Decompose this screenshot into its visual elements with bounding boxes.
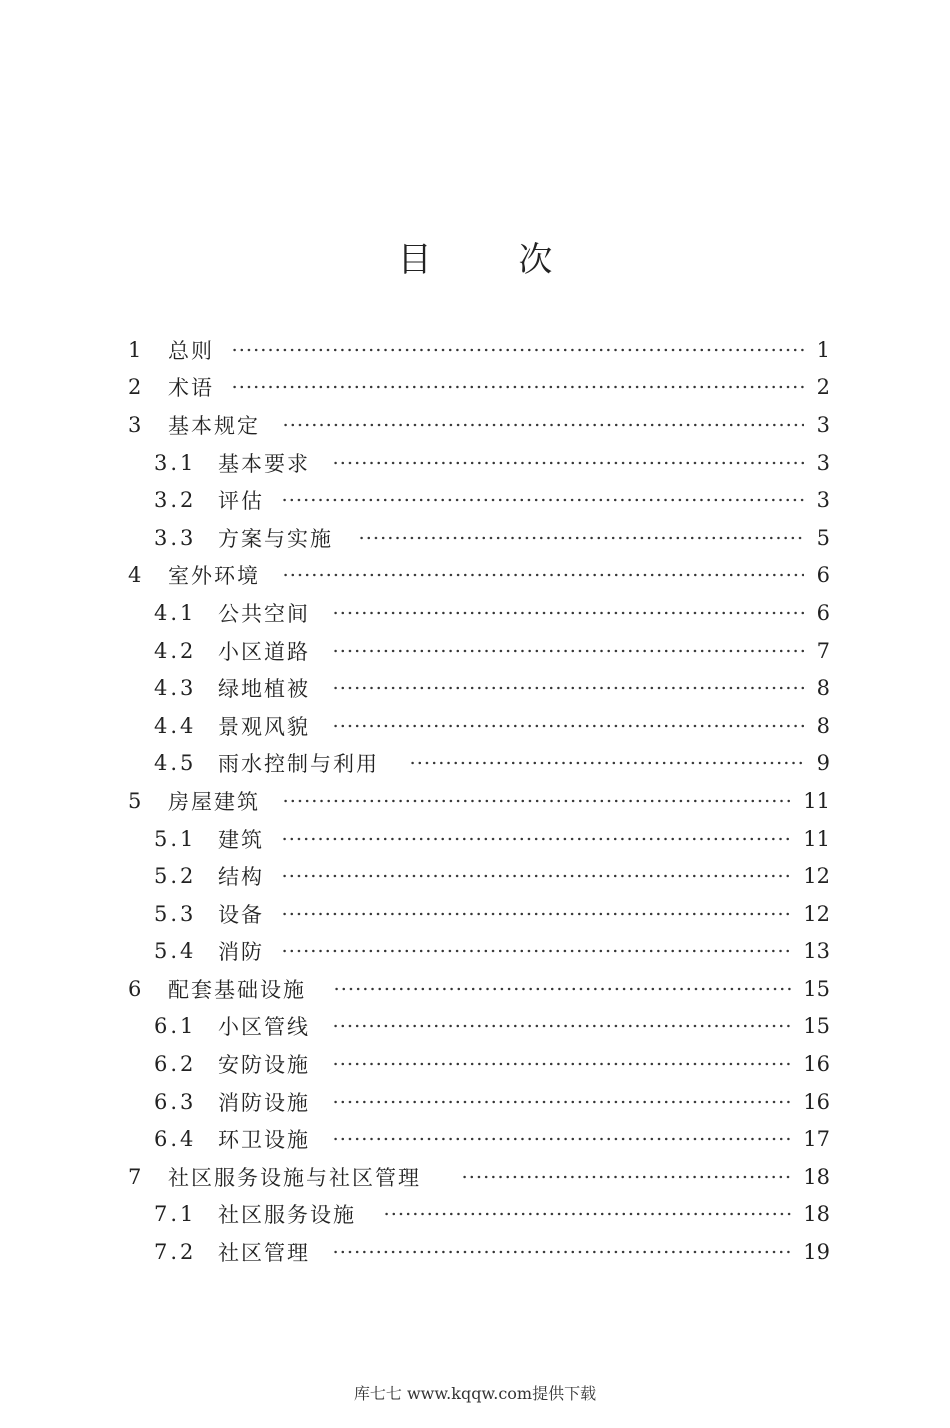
toc-entry-number: 4: [128, 563, 145, 588]
toc-entry[interactable]: [128, 444, 830, 482]
toc-entry-title: 社区管理: [218, 1241, 310, 1266]
toc-entry-leader-dots: [332, 611, 804, 615]
toc-entry-leader-dots: [231, 385, 804, 389]
toc-entry-number: 6.4: [154, 1127, 197, 1152]
toc-entry-leader-dots: [281, 949, 792, 953]
toc-entry[interactable]: [128, 857, 830, 895]
toc-entry-number: 7.2: [154, 1240, 197, 1265]
toc-entry-leader-dots: [409, 761, 805, 765]
toc-entry-page-number: 12: [803, 864, 830, 889]
toc-entry-title: 方案与实施: [218, 526, 333, 551]
toc-entry-page-number: 6: [816, 600, 830, 625]
toc-entry-page-number: 18: [803, 1164, 830, 1189]
toc-entry[interactable]: [128, 594, 830, 632]
toc-entry-title: 总则: [168, 338, 214, 363]
toc-entry-page-number: 9: [816, 751, 830, 776]
toc-entry-number: 5.4: [154, 939, 197, 964]
toc-entry-page-number: 6: [816, 563, 830, 588]
toc-entry[interactable]: [128, 745, 830, 783]
toc-entry-number: 5.3: [154, 901, 197, 926]
toc-entry-number: 6: [128, 976, 145, 1001]
toc-entry-page-number: 17: [803, 1127, 830, 1152]
toc-entry-title: 社区服务设施: [218, 1203, 356, 1228]
toc-entry[interactable]: [128, 369, 830, 407]
toc-entry-title: 设备: [218, 902, 264, 927]
toc-entry[interactable]: [128, 1158, 830, 1196]
toc-entry-title: 小区管线: [218, 1015, 310, 1040]
toc-entry-number: 7.1: [154, 1202, 197, 1227]
toc-entry-number: 5: [128, 788, 145, 813]
toc-entry[interactable]: [128, 1196, 830, 1234]
toc-entry-leader-dots: [332, 461, 804, 465]
toc-entry-leader-dots: [281, 912, 792, 916]
toc-entry-number: 4.2: [154, 638, 197, 663]
toc-entry-leader-dots: [332, 1100, 792, 1104]
toc-entry-title: 绿地植被: [218, 677, 310, 702]
toc-entry-page-number: 13: [803, 939, 830, 964]
toc-entry-leader-dots: [282, 573, 804, 577]
toc-entry[interactable]: [128, 632, 830, 670]
toc-entry-title: 室外环境: [168, 564, 260, 589]
toc-entry-leader-dots: [333, 987, 792, 991]
toc-entry-leader-dots: [383, 1212, 792, 1216]
toc-entry-title: 结构: [218, 865, 264, 890]
toc-entry-title: 景观风貌: [218, 714, 310, 739]
toc-entry[interactable]: [128, 933, 830, 971]
toc-entry[interactable]: [128, 895, 830, 933]
toc-entry-page-number: 15: [803, 976, 830, 1001]
toc-entry-number: 3: [128, 412, 145, 437]
toc-entry-number: 4.4: [154, 713, 197, 738]
toc-entry[interactable]: [128, 1083, 830, 1121]
toc-entry-number: 4.5: [154, 751, 197, 776]
toc-entry-number: 3.2: [154, 488, 197, 513]
toc-entry[interactable]: [128, 1008, 830, 1046]
toc-entry-title: 基本要求: [218, 451, 310, 476]
toc-entry-page-number: 8: [816, 676, 830, 701]
toc-entry-number: 7: [128, 1164, 145, 1189]
toc-entry-page-number: 1: [816, 337, 830, 362]
toc-entry-page-number: 12: [803, 901, 830, 926]
toc-entry-page-number: 18: [803, 1202, 830, 1227]
toc-entry[interactable]: [128, 1233, 830, 1271]
toc-entry-title: 建筑: [218, 827, 264, 852]
toc-entry-title: 基本规定: [168, 413, 260, 438]
toc-entry-title: 术语: [168, 376, 214, 401]
toc-entry-leader-dots: [461, 1175, 793, 1179]
toc-entry-number: 4.1: [154, 600, 197, 625]
toc-entry-leader-dots: [332, 1250, 792, 1254]
toc-entry[interactable]: [128, 331, 830, 369]
toc-entry-title: 评估: [218, 489, 264, 514]
toc-entry-page-number: 19: [803, 1240, 830, 1265]
toc-entry-number: 3.1: [154, 450, 197, 475]
toc-entry-number: 4.3: [154, 676, 197, 701]
toc-entry-page-number: 3: [816, 450, 830, 475]
toc-entry-title: 配套基础设施: [168, 977, 306, 1002]
toc-entry-number: 6.1: [154, 1014, 197, 1039]
toc-entry-leader-dots: [281, 874, 792, 878]
toc-entry[interactable]: [128, 557, 830, 595]
toc-entry-leader-dots: [282, 423, 804, 427]
toc-entry-leader-dots: [358, 536, 805, 540]
toc-entry[interactable]: [128, 481, 830, 519]
toc-entry-leader-dots: [332, 649, 804, 653]
toc-entry-page-number: 15: [803, 1014, 830, 1039]
toc-entry-number: 2: [128, 375, 145, 400]
toc-entry-title: 雨水控制与利用: [218, 752, 379, 777]
footer-watermark: 库七七 www.kqqw.com提供下载: [353, 1384, 597, 1403]
toc-entry-page-number: 8: [816, 713, 830, 738]
toc-entry-page-number: 16: [803, 1052, 830, 1077]
toc-entry-title: 小区道路: [218, 639, 310, 664]
toc-entry[interactable]: [128, 707, 830, 745]
toc-entry-leader-dots: [332, 1137, 792, 1141]
toc-entry-title: 社区服务设施与社区管理: [168, 1165, 421, 1190]
toc-entry-number: 1: [128, 337, 145, 362]
toc-entry[interactable]: [128, 669, 830, 707]
toc-entry-leader-dots: [332, 1024, 792, 1028]
toc-entry-number: 3.3: [154, 525, 197, 550]
toc-entry-leader-dots: [281, 498, 804, 502]
toc-entry-number: 6.3: [154, 1089, 197, 1114]
toc-entry-page-number: 3: [816, 412, 830, 437]
toc-entry[interactable]: [128, 1120, 830, 1158]
toc-entry-number: 5.2: [154, 864, 197, 889]
toc-entry-leader-dots: [332, 686, 804, 690]
toc-entry-page-number: 11: [803, 826, 830, 851]
toc-entry-page-number: 7: [816, 638, 830, 663]
toc-entry-page-number: 2: [816, 375, 830, 400]
toc-entry-number: 6.2: [154, 1052, 197, 1077]
toc-entry-title: 房屋建筑: [168, 789, 260, 814]
toc-entry-number: 5.1: [154, 826, 197, 851]
toc-entry-page-number: 11: [803, 788, 830, 813]
toc-entry-leader-dots: [282, 799, 792, 803]
toc-entry-leader-dots: [231, 348, 804, 352]
toc-entry[interactable]: [128, 519, 830, 557]
toc-entry[interactable]: [128, 970, 830, 1008]
toc-entry[interactable]: [128, 1045, 830, 1083]
toc-entry[interactable]: [128, 782, 830, 820]
toc-entry-leader-dots: [332, 1062, 792, 1066]
toc-entry-title: 消防: [218, 940, 264, 965]
toc-entry-page-number: 5: [816, 525, 830, 550]
toc-entry[interactable]: [128, 406, 830, 444]
toc-entry-page-number: 16: [803, 1089, 830, 1114]
toc-entry-leader-dots: [332, 724, 804, 728]
toc-entry-title: 环卫设施: [218, 1128, 310, 1153]
toc-entry-page-number: 3: [816, 488, 830, 513]
page-title: 目 次: [397, 240, 591, 280]
toc-entry-title: 消防设施: [218, 1090, 310, 1115]
toc-entry-title: 公共空间: [218, 601, 310, 626]
table-of-contents: [128, 331, 830, 1271]
toc-entry-title: 安防设施: [218, 1053, 310, 1078]
toc-entry-leader-dots: [281, 837, 792, 841]
toc-entry[interactable]: [128, 820, 830, 858]
